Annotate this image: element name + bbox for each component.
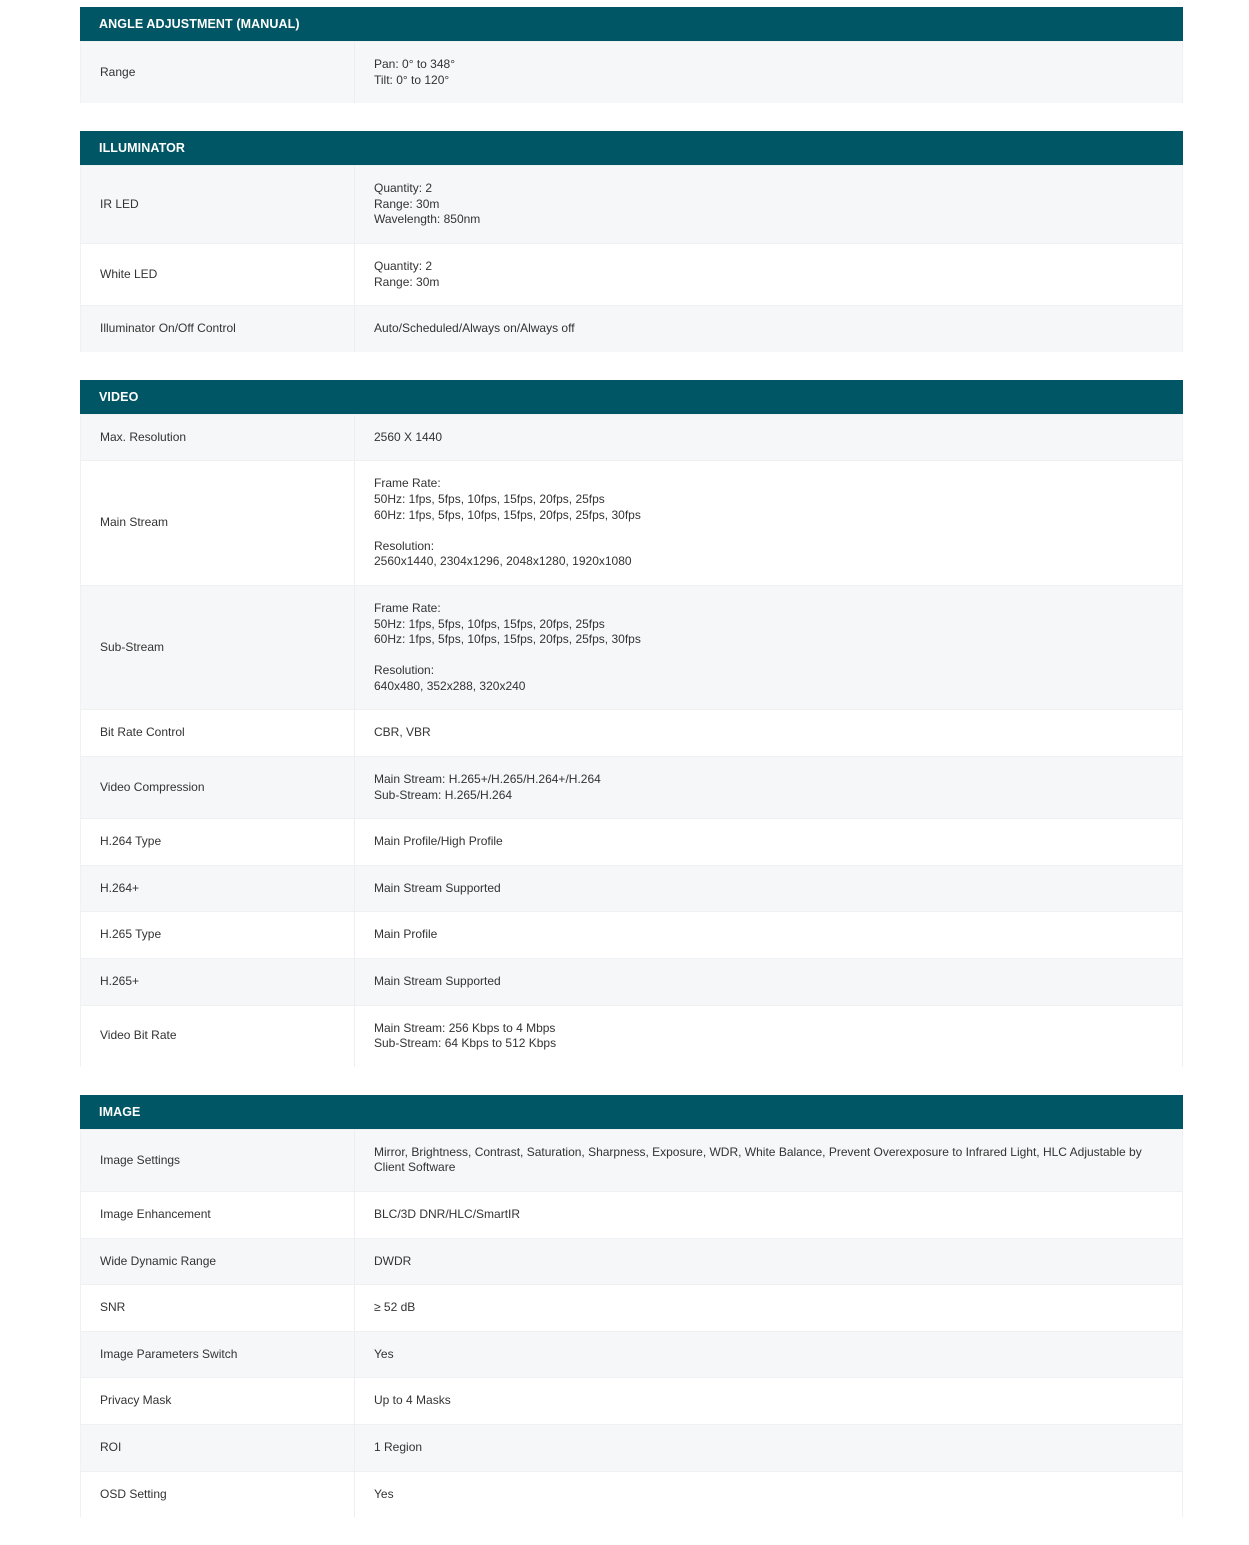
- spec-value-line: Tilt: 0° to 120°: [374, 72, 450, 87]
- spec-value: [355, 1378, 1183, 1424]
- spec-value-line: Up to 4 Masks: [374, 1393, 451, 1408]
- spec-value: [355, 959, 1183, 1005]
- spec-row: [80, 911, 1183, 958]
- spec-sheet: [80, 7, 1183, 1545]
- spec-value-line: 50Hz: 1fps, 5fps, 10fps, 15fps, 20fps, 25fps: [374, 616, 605, 631]
- spec-value: [355, 710, 1183, 756]
- spec-value: [355, 244, 1183, 305]
- spec-label: Image Parameters Switch: [80, 1332, 355, 1378]
- spec-row: [80, 1471, 1183, 1518]
- spec-section: [80, 1095, 1183, 1517]
- spec-value-line: Quantity: 2: [374, 258, 433, 273]
- spec-section: [80, 131, 1183, 352]
- spec-label: Bit Rate Control: [80, 710, 355, 756]
- spec-label: Image Settings: [80, 1130, 355, 1191]
- spec-value-line: [374, 648, 1142, 664]
- spec-value-line: Main Profile/High Profile: [374, 834, 503, 849]
- spec-value-line: Main Profile: [374, 927, 438, 942]
- spec-value-line: DWDR: [374, 1253, 412, 1268]
- spec-label: Main Stream: [80, 461, 355, 585]
- spec-value: [355, 1285, 1183, 1331]
- spec-value-line: 50Hz: 1fps, 5fps, 10fps, 15fps, 20fps, 25fps: [374, 491, 605, 506]
- spec-label: IR LED: [80, 166, 355, 243]
- spec-value-line: 2560 X 1440: [374, 429, 443, 444]
- spec-value-line: 640x480, 352x288, 320x240: [374, 678, 526, 693]
- spec-label: Range: [80, 42, 355, 103]
- spec-label: White LED: [80, 244, 355, 305]
- spec-value-line: BLC/3D DNR/HLC/SmartIR: [374, 1207, 521, 1221]
- spec-value-line: Resolution:: [374, 663, 435, 678]
- spec-row: [80, 1238, 1183, 1285]
- spec-row: [80, 460, 1183, 585]
- spec-label: H.265+: [80, 959, 355, 1005]
- spec-value: [355, 415, 1183, 461]
- spec-value: [355, 1332, 1183, 1378]
- spec-row: [80, 958, 1183, 1005]
- spec-row: [80, 865, 1183, 912]
- spec-row: [80, 1005, 1183, 1067]
- spec-value-line: Sub-Stream: 64 Kbps to 512 Kbps: [374, 1036, 557, 1051]
- spec-row: [80, 414, 1183, 461]
- spec-value-line: Range: 30m: [374, 274, 440, 289]
- spec-row: [80, 165, 1183, 243]
- spec-value: [355, 586, 1183, 710]
- spec-value-line: [374, 523, 1142, 539]
- spec-value: [355, 1472, 1183, 1518]
- spec-row: [80, 1331, 1183, 1378]
- spec-value-line: CBR, VBR: [374, 725, 431, 740]
- spec-label: Illuminator On/Off Control: [80, 306, 355, 352]
- spec-section: [80, 380, 1183, 1067]
- section-header: IMAGE: [80, 1095, 1183, 1129]
- spec-row: [80, 1377, 1183, 1424]
- spec-label: Sub-Stream: [80, 586, 355, 710]
- spec-value-line: Range: 30m: [374, 196, 440, 211]
- spec-value: [355, 866, 1183, 912]
- spec-row: [80, 756, 1183, 818]
- spec-value-line: Wavelength: 850nm: [374, 212, 481, 227]
- spec-label: OSD Setting: [80, 1472, 355, 1518]
- spec-label: Video Bit Rate: [80, 1006, 355, 1067]
- spec-value-line: Pan: 0° to 348°: [374, 57, 455, 71]
- spec-value: [355, 461, 1183, 585]
- spec-value: [355, 306, 1183, 352]
- spec-row: [80, 1191, 1183, 1238]
- spec-value-line: 60Hz: 1fps, 5fps, 10fps, 15fps, 20fps, 25fps, 30fps: [374, 507, 641, 522]
- spec-value-line: Sub-Stream: H.265/H.264: [374, 787, 513, 802]
- spec-value-line: Resolution:: [374, 538, 435, 553]
- spec-value-line: Main Stream: 256 Kbps to 4 Mbps: [374, 1020, 556, 1035]
- section-header: VIDEO: [80, 380, 1183, 414]
- spec-value-line: Main Stream Supported: [374, 974, 501, 989]
- spec-label: Video Compression: [80, 757, 355, 818]
- spec-section: [80, 7, 1183, 103]
- spec-row: [80, 243, 1183, 305]
- spec-value-line: Frame Rate:: [374, 476, 441, 491]
- spec-row: [80, 818, 1183, 865]
- spec-label: Privacy Mask: [80, 1378, 355, 1424]
- spec-value-line: Yes: [374, 1486, 394, 1501]
- spec-label: SNR: [80, 1285, 355, 1331]
- spec-value: [355, 1130, 1183, 1191]
- spec-label: H.264+: [80, 866, 355, 912]
- spec-value-line: 1 Region: [374, 1439, 423, 1454]
- spec-value-line: Quantity: 2: [374, 181, 433, 196]
- spec-row: [80, 1424, 1183, 1471]
- spec-value: [355, 1425, 1183, 1471]
- spec-value: [355, 912, 1183, 958]
- spec-label: Wide Dynamic Range: [80, 1239, 355, 1285]
- spec-row: [80, 1284, 1183, 1331]
- spec-value: [355, 1239, 1183, 1285]
- spec-row: [80, 41, 1183, 103]
- spec-value: [355, 1006, 1183, 1067]
- spec-value: [355, 1192, 1183, 1238]
- spec-value: [355, 166, 1183, 243]
- spec-value-line: 60Hz: 1fps, 5fps, 10fps, 15fps, 20fps, 25fps, 30fps: [374, 632, 641, 647]
- spec-value-line: Main Stream: H.265+/H.265/H.264+/H.264: [374, 772, 601, 787]
- section-header: ILLUMINATOR: [80, 131, 1183, 165]
- spec-value-line: Yes: [374, 1346, 394, 1361]
- spec-value-line: 2560x1440, 2304x1296, 2048x1280, 1920x1080: [374, 554, 632, 569]
- spec-value-line: Mirror, Brightness, Contrast, Saturation, Sharpness, Exposure, WDR, White Balance, Prevent Overexposure to Infrared Light, HLC Adjustable by Client Software: [374, 1144, 1146, 1175]
- spec-label: H.265 Type: [80, 912, 355, 958]
- spec-label: H.264 Type: [80, 819, 355, 865]
- spec-value: [355, 42, 1183, 103]
- spec-label: Max. Resolution: [80, 415, 355, 461]
- spec-row: [80, 1129, 1183, 1191]
- spec-value-line: Main Stream Supported: [374, 880, 501, 895]
- spec-value-line: ≥ 52 dB: [374, 1300, 416, 1315]
- spec-label: Image Enhancement: [80, 1192, 355, 1238]
- spec-value: [355, 819, 1183, 865]
- spec-row: [80, 585, 1183, 710]
- spec-value-line: Frame Rate:: [374, 600, 441, 615]
- spec-label: ROI: [80, 1425, 355, 1471]
- spec-value-line: Auto/Scheduled/Always on/Always off: [374, 321, 575, 336]
- spec-value: [355, 757, 1183, 818]
- section-header: ANGLE ADJUSTMENT (MANUAL): [80, 7, 1183, 41]
- spec-row: [80, 305, 1183, 352]
- spec-row: [80, 709, 1183, 756]
